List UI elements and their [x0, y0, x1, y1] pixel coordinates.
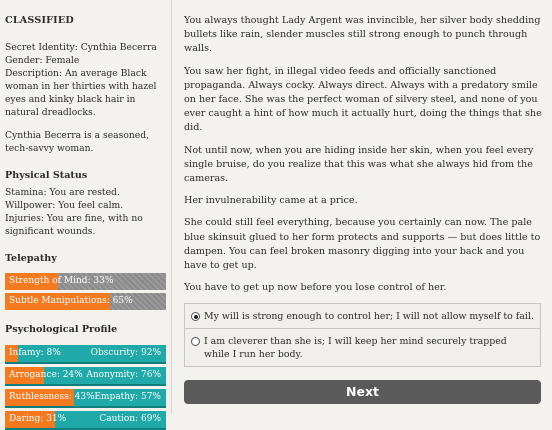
description: Description: An average Black woman in her thirties with hazel eyes and kinky black hair in natural dreadlocks.	[5, 68, 157, 118]
story-paragraph: Her invulnerability came at a price.	[184, 195, 358, 207]
choice-option-label: My will is strong enough to control her; I will not allow myself to fail.	[204, 311, 534, 323]
arrogance-label: Arrogance: 24%	[9, 370, 83, 380]
story-paragraph: You saw her fight, in illegal video feeds and officially sanctioned propaganda. Always cocky. Always direct. Always with a predatory smile on her face. She was the perfect woman of silvery steel, and none of you ever caught a hint of how much it actually hurt, doing the things that she did.	[184, 65, 542, 134]
character-note: Cynthia Becerra is a seasoned, tech-savvy woman.	[5, 130, 150, 154]
subtle-manipulations-bar	[5, 293, 166, 310]
story-paragraph: You have to get up now before you lose control of her.	[184, 282, 447, 294]
strength-of-mind-bar	[5, 273, 166, 290]
infamy-obscurity-bar	[5, 345, 166, 364]
daring-caution-bar	[5, 411, 166, 430]
story-paragraph: Not until now, when you are hiding inside her skin, when you feel every single bruise, do you realize that this was what she always hid from the cameras.	[184, 144, 534, 185]
telepathy-heading: Telepathy	[5, 253, 57, 264]
sidebar-title: CLASSIFIED	[5, 15, 74, 26]
anonymity-label: Anonymity: 76%	[86, 370, 161, 380]
radio-button-icon[interactable]	[191, 312, 200, 321]
subtle-manipulations-label: Subtle Manipulations: 65%	[9, 296, 133, 306]
story-panel	[184, 14, 542, 404]
strength-of-mind-label: Strength of Mind: 33%	[9, 276, 114, 286]
arrogance-anonymity-bar	[5, 367, 166, 386]
choice-option-label: I am cleverer than she is; I will keep her mind securely trapped while I run her body.	[204, 336, 507, 361]
story-paragraph: You always thought Lady Argent was invincible, her silver body shedding bullets like rain, slender muscles still strong enough to punch through walls.	[184, 15, 541, 55]
radio-button-icon[interactable]	[191, 337, 200, 346]
physical-status-heading: Physical Status	[5, 170, 88, 181]
gender: Gender: Female	[5, 55, 80, 66]
story-paragraph: She could still feel everything, because you certainly can now. The pale blue skinsuit glued to her form protects and supports — but does little to dampen. You can feel broken masonry digging into your back and you have to get up.	[184, 217, 541, 272]
ruthlessness-label: Ruthlessness: 43%	[9, 392, 95, 402]
choice-list	[184, 303, 541, 367]
ruthlessness-empathy-bar	[5, 389, 166, 408]
choice-option-clever[interactable]	[185, 328, 540, 366]
psychological-profile-heading: Psychological Profile	[5, 324, 118, 335]
next-button[interactable]: Next	[184, 380, 541, 404]
injuries: Injuries: You are fine, with no significant wounds.	[5, 213, 143, 237]
obscurity-label: Obscurity: 92%	[90, 348, 161, 358]
daring-label: Daring: 31%	[9, 414, 67, 424]
infamy-label: Infamy: 8%	[9, 348, 61, 358]
stats-sidebar	[0, 0, 172, 424]
willpower: Willpower: You feel calm.	[5, 200, 124, 211]
stamina: Stamina: You are rested.	[5, 187, 120, 198]
choice-option-will[interactable]	[185, 304, 540, 328]
caution-label: Caution: 69%	[99, 414, 161, 424]
secret-identity: Secret Identity: Cynthia Becerra	[5, 42, 157, 53]
empathy-label: Empathy: 57%	[94, 392, 161, 402]
